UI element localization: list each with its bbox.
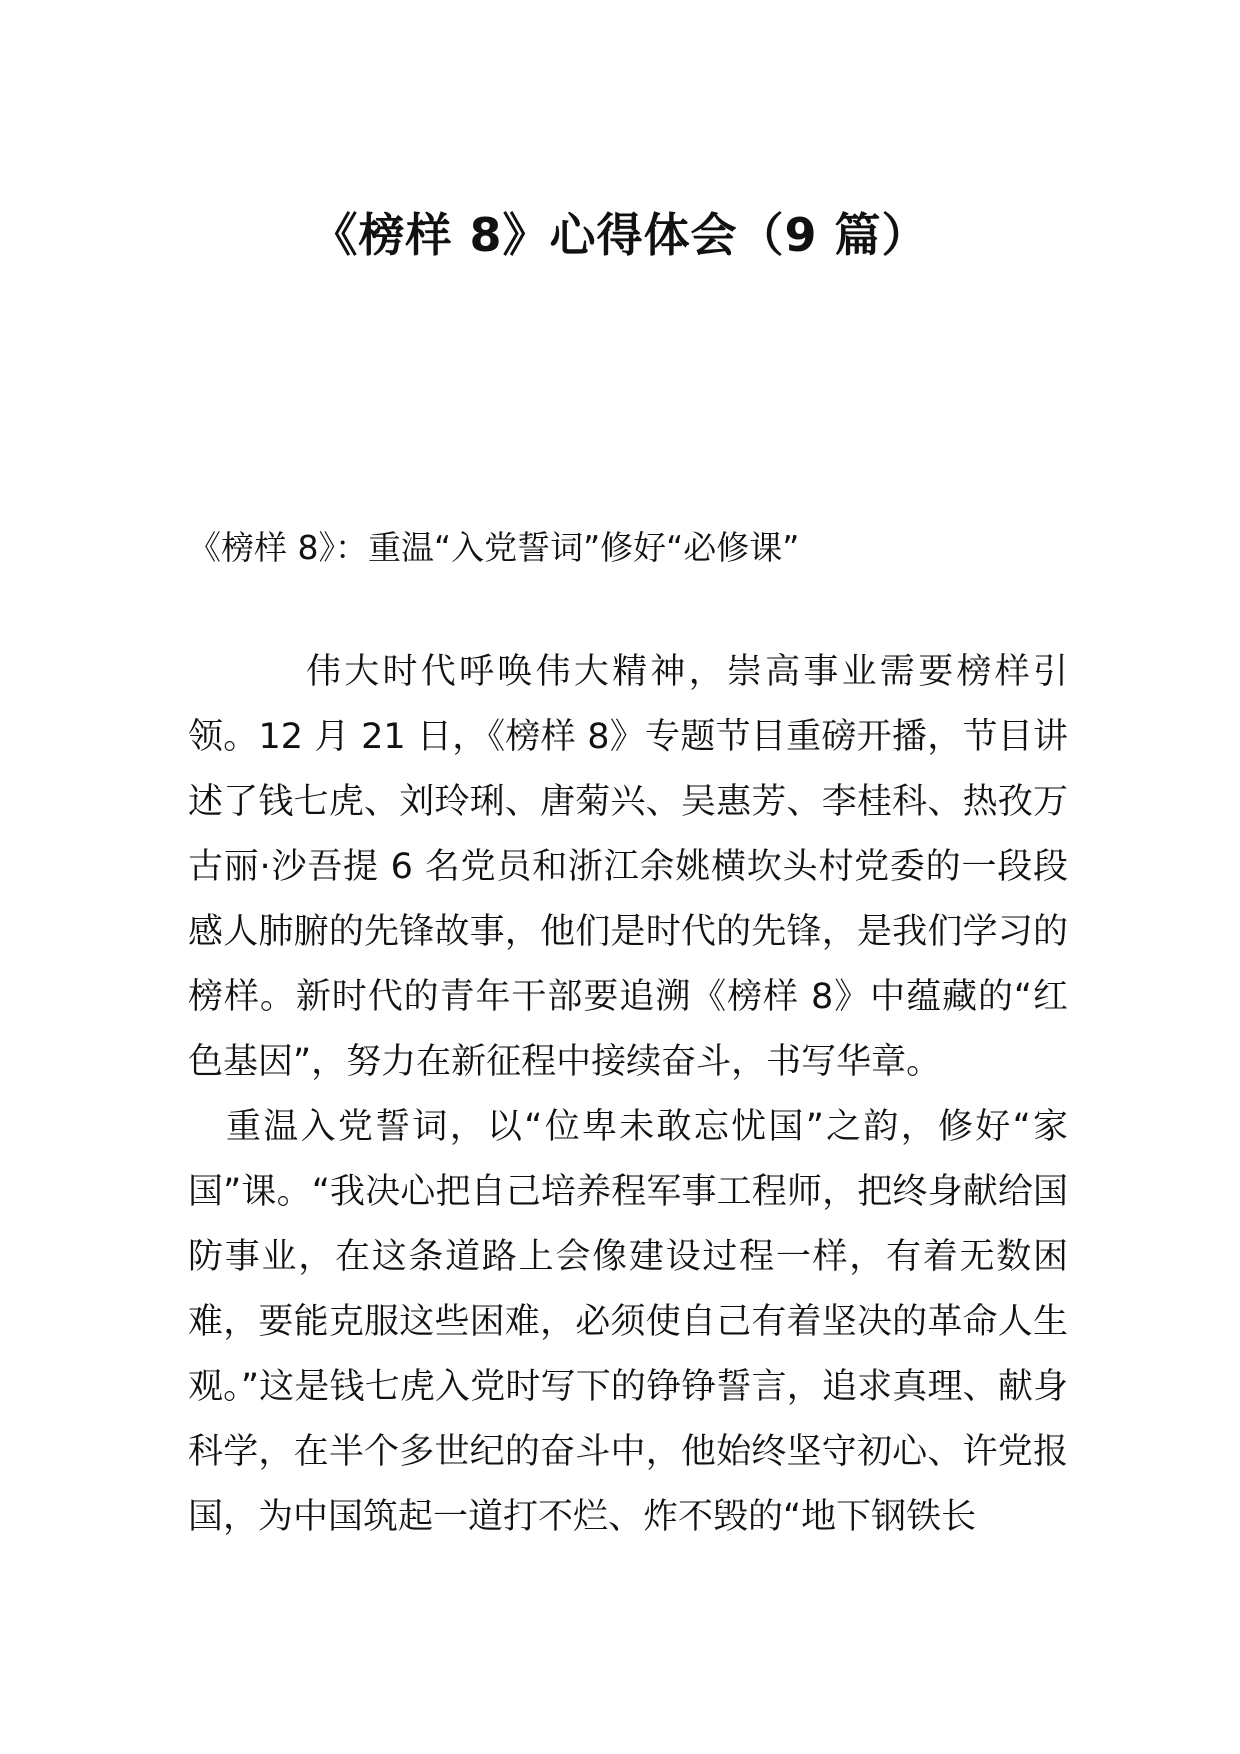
body-paragraph: 重温入党誓词，以“位卑未敢忘忧国”之韵，修好“家国”课。“我决心把自己培养程军事工程师，把终身献给国防事业，在这条道路上会像建设过程一样，有着无数困难，要能克服这些困难，必须使自己有着坚决的革命人生观。”这是钱七虎入党时写下的铮铮誓言，追求真理、献身科学，在半个多世纪的奋斗中，他始终坚守初心、许党报国，为中国筑起一道打不烂、炸不毁的“地下钢铁长 <box>188 1107 1068 1537</box>
document-body <box>188 640 1068 1550</box>
document-title: 《榜样 8》心得体会（9 篇） <box>311 208 929 262</box>
body-paragraph: 伟大时代呼唤伟大精神，崇高事业需要榜样引领。12 月 21 日，《榜样 8》专题节目重磅开播，节目讲述了钱七虎、刘玲琍、唐菊兴、吴惠芳、李桂科、热孜万古丽·沙吾提 6 名党员和浙江余姚横坎头村党委的一段段感人肺腑的先锋故事，他们是时代的先锋，是我们学习的榜样。新时代的青年干部要追溯《榜样 8》中蕴藏的“红色基因”，努力在新征程中接续奋斗，书写华章。 <box>188 652 1068 1082</box>
section-heading: 《榜样 8》：重温“入党誓词”修好“必修课” <box>188 528 800 567</box>
